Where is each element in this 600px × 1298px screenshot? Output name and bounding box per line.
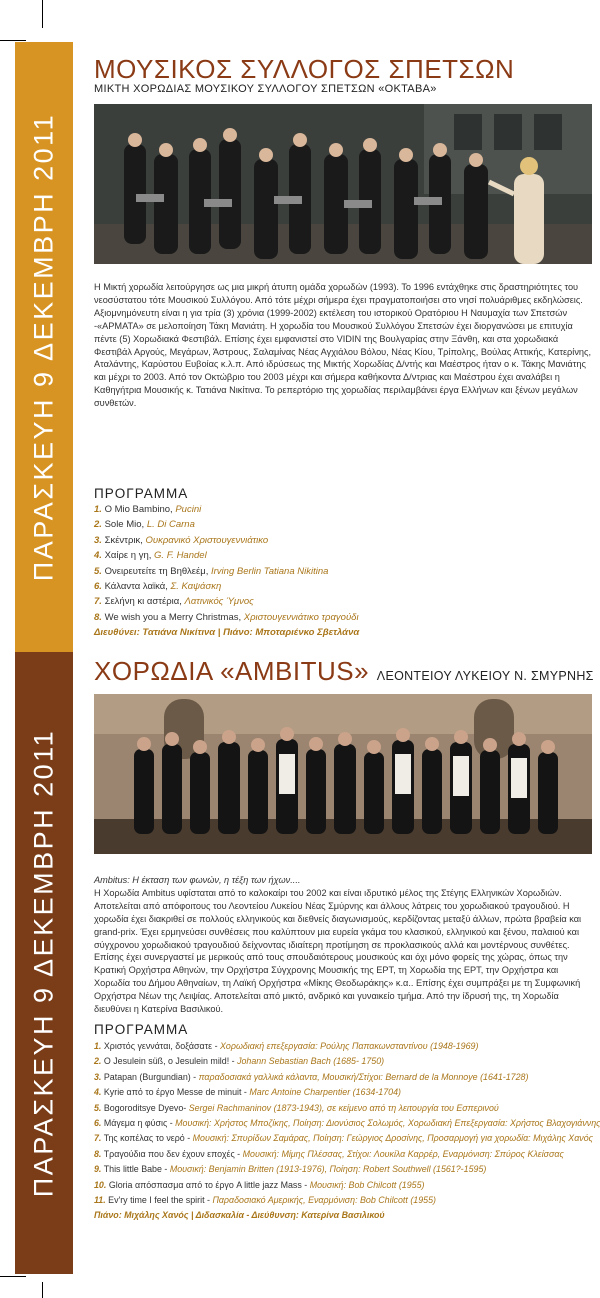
list-item: [94, 1147, 592, 1162]
list-item: [94, 1085, 592, 1100]
item-number: 1.: [94, 1041, 102, 1051]
list-item: [94, 533, 592, 548]
item-number: 2.: [94, 519, 102, 531]
item-number: 5.: [94, 565, 102, 577]
list-item: [94, 1054, 592, 1069]
piece-title: Patapan (Burgundian) -: [103, 1071, 197, 1082]
item-number: 1.: [94, 504, 102, 515]
piece-title: Χαίρε η γη,: [104, 550, 152, 562]
composer: Μουσική: Benjamin Britten (1913-1976), Ποίηση: Robert Southwell (1561?-1595): [169, 1164, 487, 1175]
item-number: 3.: [94, 1071, 102, 1082]
side-banner-text: ΠΑΡΑΣΚΕΥΗ 9 ΔΕΚΕΜΒΡΗ 2011: [28, 112, 59, 582]
list-item: [94, 1193, 592, 1208]
composer: L. Di Carna: [146, 519, 195, 531]
composer: Χριστουγεννιάτικο τραγούδι: [243, 611, 359, 623]
side-banner-top: [15, 42, 73, 652]
section1-subtitle: ΜΙΚΤΗ ΧΟΡΩΔΙΑΣ ΜΟΥΣΙΚΟΥ ΣΥΛΛΟΓΟΥ ΣΠΕΤΣΩΝ «ΟΚΤΑΒΑ»: [94, 83, 437, 95]
crop-mark: [42, 0, 43, 28]
composer: Ουκρανικό Χριστουγεννιάτικο: [145, 534, 269, 546]
item-number: 6.: [94, 1118, 102, 1129]
list-item: [94, 1116, 600, 1131]
section1-program-heading: ΠΡΟΓΡΑΜΜΑ: [94, 486, 189, 501]
piece-title: Σελήνη κι αστέρια,: [104, 596, 182, 608]
composer: Χορωδιακή επεξεργασία: Ρούλης Παπακωνσταντίνου (1948-1969): [220, 1041, 479, 1051]
list-item: [94, 1101, 592, 1116]
composer: Irving Berlin Tatiana Nikitina: [211, 565, 329, 577]
list-item: [94, 564, 592, 579]
section2-title-main: ΧΟΡΩΔΙΑ «AMBITUS»: [94, 656, 370, 686]
piece-title: Sole Mio,: [104, 519, 145, 531]
piece-title: This little Babe -: [103, 1164, 168, 1175]
composer: Μουσική: Μίμης Πλέσσας, Στίχοι: Λουκίλα Καρρέρ, Εναρμόνιση: Σπύρος Κλείσσας: [242, 1148, 564, 1159]
section2-program-heading: ΠΡΟΓΡΑΜΜΑ: [94, 1022, 189, 1037]
item-number: 11.: [94, 1195, 106, 1206]
piece-title: Ονειρευτείτε τη Βηθλεέμ,: [104, 565, 209, 577]
piece-title: Kyrie από το έργο Messe de minuit -: [103, 1087, 247, 1098]
side-banner-bottom: [15, 652, 73, 1274]
piece-title: Gloria απόσπασμα από το έργο A little jazz Mass -: [108, 1179, 308, 1190]
list-item: [94, 1070, 592, 1085]
piece-title: Bogoroditsye Dyevo-: [103, 1102, 187, 1113]
item-number: 2.: [94, 1056, 102, 1067]
item-number: 7.: [94, 1133, 102, 1144]
choir-photo-illustration: [94, 104, 592, 264]
item-number: 8.: [94, 1148, 102, 1159]
piece-title: Σκέντρικ,: [104, 534, 143, 546]
composer: Μουσική: Χρήστος Μποζίκης, Ποίηση: Διονύσιος Σολωμός, Χορωδιακή Επεξεργασία: Χρήστος Βλαχογιάννης: [175, 1118, 600, 1129]
item-number: 5.: [94, 1102, 102, 1113]
choir-photo-spetses: [94, 104, 592, 264]
list-item: [94, 548, 592, 563]
side-banner-text: ΠΑΡΑΣΚΕΥΗ 9 ΔΕΚΕΜΒΡΗ 2011: [28, 728, 59, 1198]
credits-text: Διευθύνει: Τατιάνα Νικίτινα | Πιάνο: Μποταριένκο Σβετλάνα: [94, 627, 360, 639]
item-number: 6.: [94, 581, 102, 593]
section2-title-suffix: ΛΕΟΝΤΕΙΟΥ ΛΥΚΕΙΟΥ Ν. ΣΜΥΡΝΗΣ: [376, 669, 594, 683]
credits: [94, 1208, 592, 1223]
composer: Λατινικός Ύμνος: [184, 596, 254, 608]
composer: Johann Sebastian Bach (1685- 1750): [237, 1056, 385, 1067]
list-item: [94, 1131, 592, 1146]
piece-title: Ev'ry time I feel the spirit -: [108, 1195, 210, 1206]
section2-tagline: Ambitus: Η έκταση των φωνών, η τέξη των ήχων....: [94, 875, 301, 885]
section2-text: [94, 874, 592, 1016]
list-item: [94, 1178, 592, 1193]
section1-title: ΜΟΥΣΙΚΟΣ ΣΥΛΛΟΓΟΣ ΣΠΕΤΣΩΝ: [94, 54, 515, 84]
crop-mark: [0, 40, 26, 41]
composer: παραδοσιακά γαλλικά κάλαντα, Μουσική/Στίχοι: Bernard de la Monnoye (1641-1728): [198, 1071, 529, 1082]
list-item: [94, 517, 592, 532]
composer: G. F. Handel: [154, 550, 207, 562]
item-number: 8.: [94, 611, 102, 623]
piece-title: O Mio Bambino,: [104, 504, 173, 515]
item-number: 3.: [94, 534, 102, 546]
composer: Μουσική: Σπυρίδων Σαμάρας, Ποίηση: Γεώργιος Δροσίνης, Προσαρμογή για χορωδία: Μιχάλης Χανός: [192, 1133, 593, 1144]
section1-description: Η Μικτή χορωδία λειτούργησε ως μια μικρή άτυπη ομάδα χορωδών (1993). Το 1996 εντάχθηκε στις δραστηριότητες του νεοσύστατου τότε Μουσικού Συλλόγου. Από τότε μέχρι σήμερα έχει πραγματοποιήσει στο νησί πολυάριθμες εκδηλώσεις. Αξιομνημόνευτη είναι η για τρία (3) χρόνια (1999-2002) εκτέλεση του ιστορικού Ορατόριου Η Ναυμαχία των Σπετσών -«ΑΡΜΑΤΑ» σε μελοποίηση Τάκη Μανιάτη. Η χορωδία του Μουσικού Συλλόγου Σπετσών έχει διοργανώσει με επιτυχία πέντε (5) Χορωδιακά Φεστιβάλ. Επίσης έχει εμφανιστεί στο VIDIN της Βουλγαρίας στην Ξάνθη, και στα χορωδιακά Φεστιβάλ Αργούς, Μεγάρων, Άστρους, Σαλαμίνας Νέας Αγχιάλου Βόλου, Νέας Κίου, Τρίπολης, Βούλας Αττικής, Κατερίνης, Αταλάντης, Καρύστου Ευβοίας κ.λ.π. Από ιδρύσεως της Μικτής Χορωδίας Δ/ντής και Μαέστρος ήταν ο κ. Τάκης Μανιάτης και μέχρι το 2003. Από τον Οκτώβριο του 2003 μέχρι και σήμερα καθήκοντα Δ/ντριας και Μαέστρου έχει αναλάβει η Καθηγήτρια Μουσικής κ. Τατιάνα Νικίτινα. Το ρεπερτόριο της χορωδίας περιλαμβάνει έργα Ελλήνων και ξένων μεγάλων συνθετών.: [94, 282, 591, 409]
item-number: 4.: [94, 1087, 102, 1098]
section2-description: Η Χορωδία Ambitus υφίσταται από το καλοκαίρι του 2002 και είναι ιδρυτικό μέλος της Στέγης Ελληνικών Χορωδιών. Αποτελείται από απόφοιτους του Λεοντείου Λυκείου Νέας Σμύρνης και άλλους λάτρεις του χορωδιακού τραγουδιού. Η χορωδία έχει διακριθεί σε πολλούς ελληνικούς και διεθνείς διαγωνισμούς, κερδίζοντας μεταξύ άλλων, πρώτα βραβεία και grand-prix. Έχει ερμηνεύσει συνθέσεις που καλύπτουν μια ευρεία γκάμα του κλασικού, ελληνικού και ξένου, παλαιού και σύγχρονου χορωδιακού τραγουδιού δείχνοντας ιδιαίτερη προτίμηση σε προκλασικούς αλλά και μοντέρνους συνθέτες. Επίσης έχει συνεργαστεί με μερικούς από τους σπουδαιότερους μουσικούς και όχι μόνο φορείς της χώρας, όπως την Κρατική Ορχήστρα Αθηνών, την Ορχήστρα Σύγχρονης Μουσικής της ΕΡΤ, τη Χορωδία της ΕΡΤ, την Ορχήστρα και Χορωδία του Δήμου Αθηναίων, τη Λαϊκή Ορχήστρα «Μίκης Θεοδωράκης» κ.α.. Επίσης έχει συμπράξει με τη Συμφωνική Ορχήστρα Νέων της Λειψίας. Αποτελείται από μικτό, ανδρικό και γυναικείο τμήμα. Από την ίδρυσή της, τη Χορωδία διευθύνει η Κατερίνα Βασιλικού.: [94, 887, 582, 1015]
list-item: [94, 594, 592, 609]
piece-title: O Jesulein süß, o Jesulein mild! -: [103, 1056, 235, 1067]
piece-title: We wish you a Merry Christmas,: [104, 611, 242, 623]
piece-title: Χριστός γεννάται, δοξάσατε -: [103, 1041, 218, 1051]
item-number: 4.: [94, 550, 102, 562]
composer: Sergei Rachmaninov (1873-1943), σε κείμενο από τη λειτουργία του Εσπερινού: [188, 1102, 499, 1113]
item-number: 9.: [94, 1164, 102, 1175]
crop-mark: [0, 1276, 26, 1277]
composer: Σ. Καψάσκη: [170, 581, 222, 593]
section1-program-list: [94, 502, 592, 641]
choir-photo-illustration: [94, 694, 592, 854]
list-item: [94, 502, 592, 517]
item-number: 7.: [94, 596, 102, 608]
composer: Μουσική: Bob Chilcott (1955): [309, 1179, 425, 1190]
composer: Pucini: [175, 504, 202, 515]
list-item: [94, 610, 592, 625]
section2-program-list: [94, 1039, 600, 1224]
choir-photo-ambitus: [94, 694, 592, 854]
piece-title: Τραγούδια που δεν έχουν εποχές -: [103, 1148, 241, 1159]
section2-title: [94, 657, 592, 690]
piece-title: Της κοπέλας το νερό -: [103, 1133, 191, 1144]
crop-mark: [42, 1282, 43, 1298]
piece-title: Κάλαντα λαϊκά,: [104, 581, 168, 593]
composer: Παραδοσιακό Αμερικής, Εναρμόνιση: Bob Chilcott (1955): [212, 1195, 436, 1206]
list-item: [94, 1039, 592, 1054]
list-item: [94, 1162, 592, 1177]
composer: Marc Antoine Charpentier (1634-1704): [249, 1087, 401, 1098]
item-number: 10.: [94, 1179, 107, 1190]
piece-title: Μάγεμα η φύσις -: [103, 1118, 173, 1129]
list-item: [94, 579, 592, 594]
credits: [94, 625, 592, 640]
credits-text: Πιάνο: Μιχάλης Χανός | Διδασκαλία - Διεύθυνση: Κατερίνα Βασιλικού: [94, 1210, 385, 1221]
